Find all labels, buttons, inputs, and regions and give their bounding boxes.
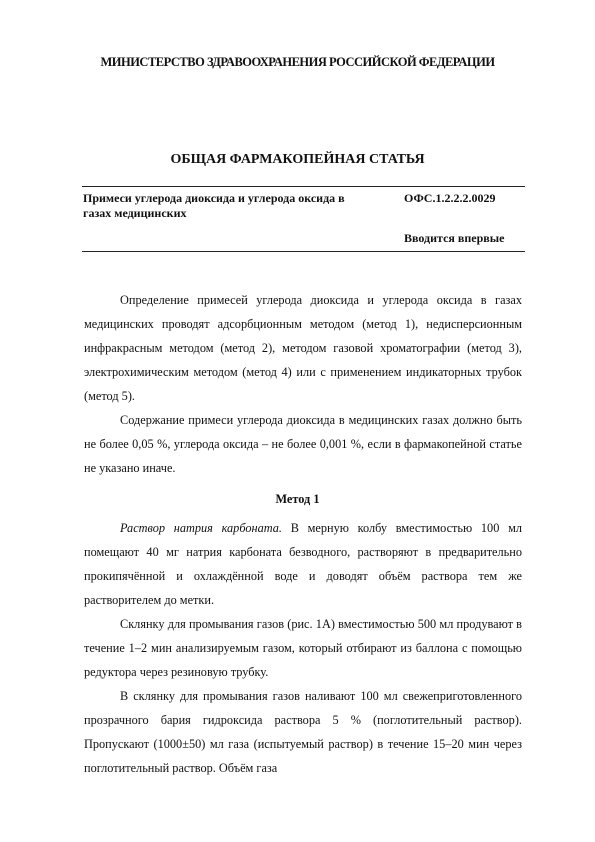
top-divider	[82, 186, 525, 187]
bottom-divider	[82, 251, 525, 252]
paragraph-gas-bottle	[84, 612, 522, 684]
method-1-heading: Метод 1	[275, 492, 320, 506]
paragraph-absorption	[84, 684, 522, 780]
reagent-prep-text: В мерную колбу вместимостью 100 мл помещают 40 мг натрия карбоната безводного, растворяют в предварительно прокипячённой и охлаждённой воде и доводят объём раствора тем же растворителем до метки.	[84, 521, 522, 607]
reagent-name: Раствор натрия карбоната.	[120, 521, 282, 535]
document-title: ОБЩАЯ ФАРМАКОПЕЙНАЯ СТАТЬЯ	[170, 152, 425, 167]
monograph-code: ОФС.1.2.2.2.0029	[404, 191, 496, 205]
paragraph-absorption-text: В склянку для промывания газов наливают 100 мл свежеприготовленного прозрачного бария гидроксида раствора 5 % (поглотительный раствор). Пропускают (1000±50) мл газа (испытуемый раствор) в течение 15–20 мин через поглотительный раствор. Объём газа	[84, 689, 522, 775]
paragraph-sodium-carbonate	[84, 516, 522, 612]
paragraph-limits	[84, 408, 522, 480]
paragraph-methods-text: Определение примесей углерода диоксида и углерода оксида в газах медицинских проводят адсорбционным методом (метод 1), недисперсионным инфракрасным методом (метод 2), методом газовой хроматографии (метод 3), электрохимическим методом (метод 4) или с применением индикаторных трубок (метод 5).	[84, 293, 522, 403]
paragraph-gas-bottle-text: Склянку для промывания газов (рис. 1А) вместимостью 500 мл продувают в течение 1–2 мин анализируемым газом, который отбирают из баллона с помощью редуктора через резиновую трубку.	[84, 617, 522, 679]
monograph-status: Вводится впервые	[404, 231, 505, 245]
paragraph-sodium-carbonate-text	[84, 516, 522, 612]
ministry-header: МИНИСТЕРСТВО ЗДРАВООХРАНЕНИЯ РОССИЙСКОЙ ФЕДЕРАЦИИ	[100, 55, 495, 69]
paragraph-limits-text: Содержание примеси углерода диоксида в медицинских газах должно быть не более 0,05 %, углерода оксида – не более 0,001 %, если в фармакопейной статье не указано иначе.	[84, 413, 522, 475]
monograph-name: Примеси углерода диоксида и углерода оксида в газах медицинских	[83, 191, 345, 220]
paragraph-methods	[84, 288, 522, 408]
